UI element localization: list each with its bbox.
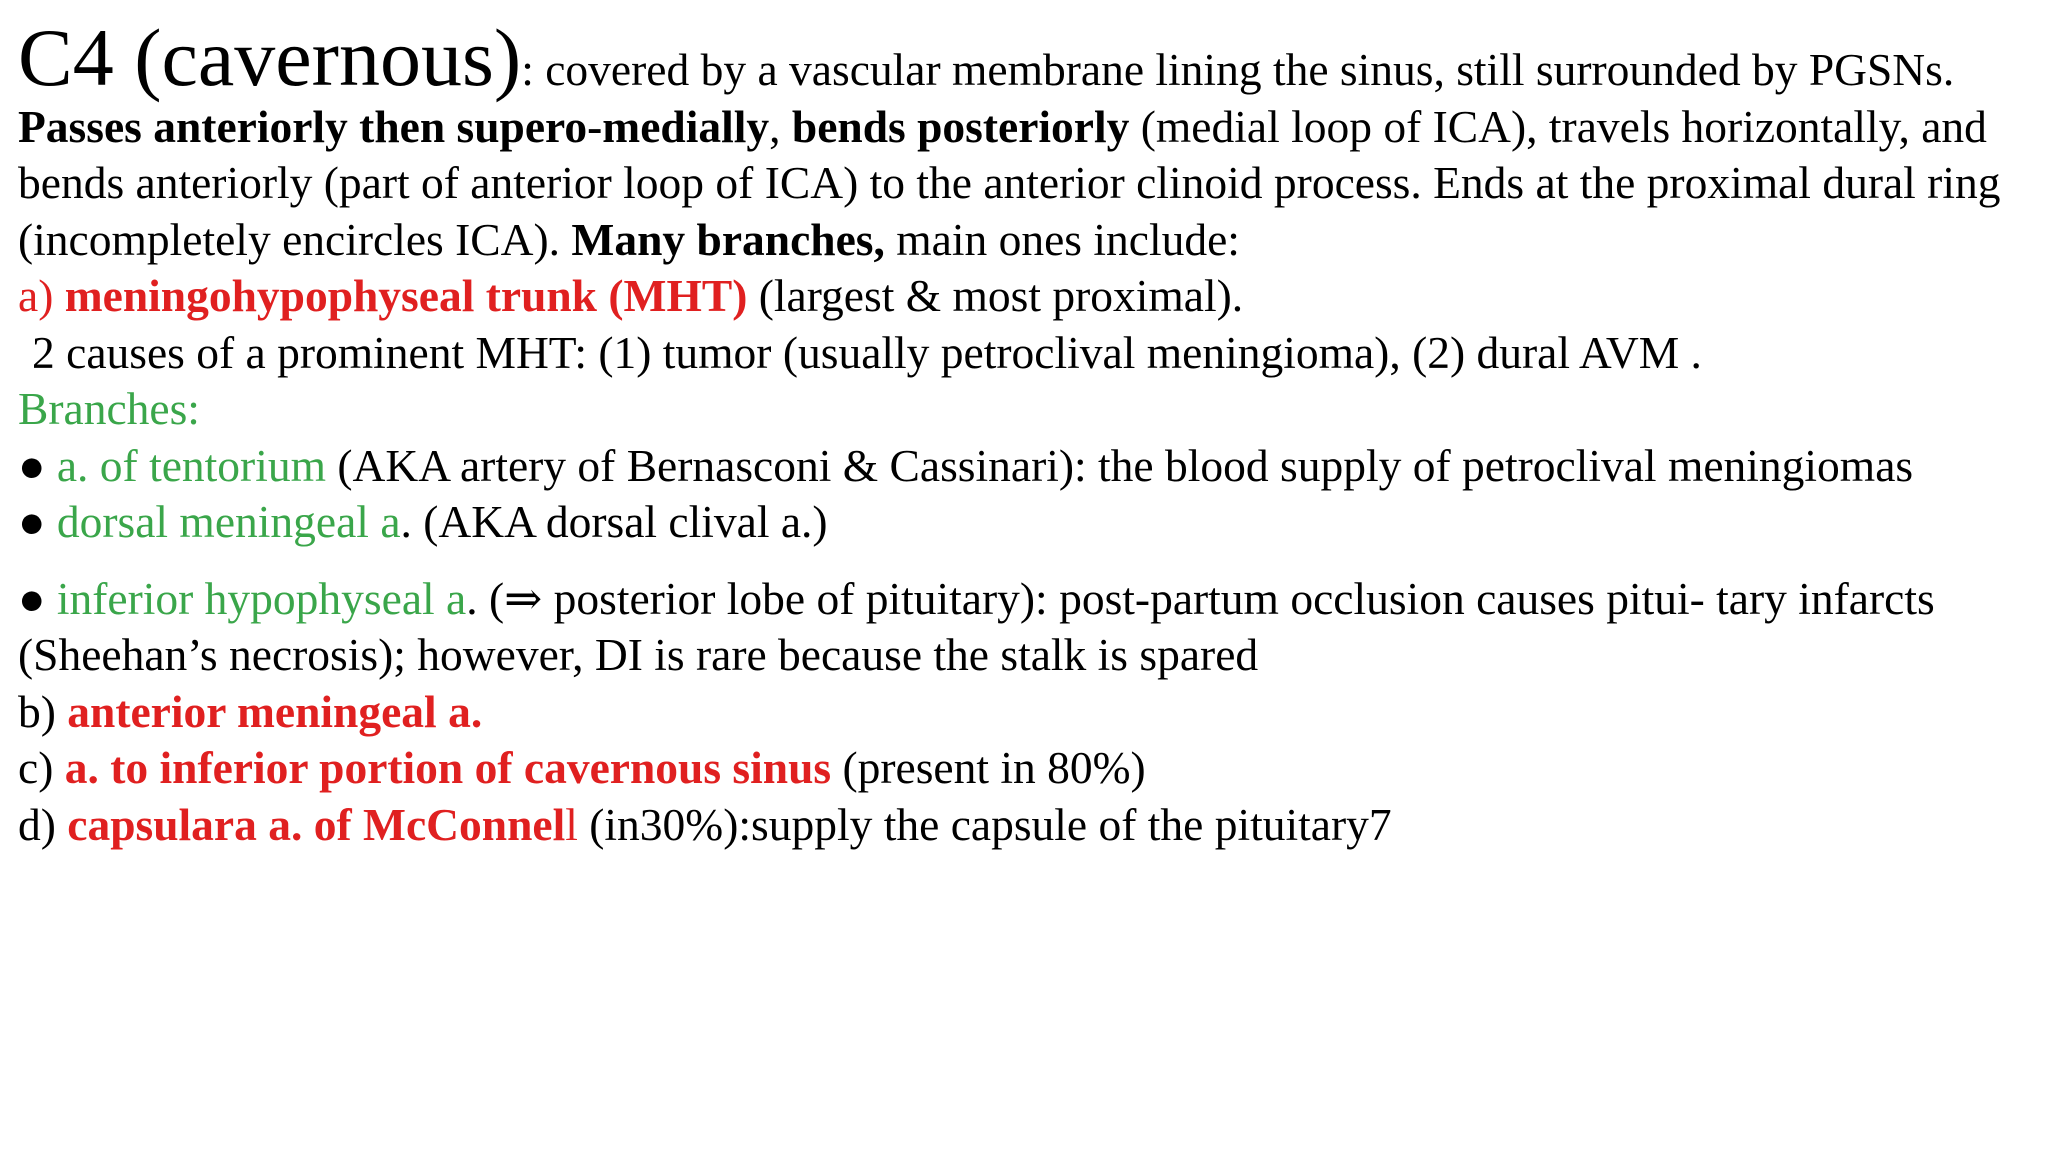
branches-heading: Branches:: [18, 383, 200, 434]
branch-1-name: a. of tentorium: [56, 439, 326, 491]
mht-causes-line: 2 causes of a prominent MHT: (1) tumor (usually petroclival meningioma), (2) dural AVM .: [32, 326, 1702, 378]
c4-text-1: : covered by a vascular membrane lining the sinus, still surrounded by PGSNs.: [521, 44, 1955, 95]
branch-2-desc: . (AKA dorsal clival a.): [400, 496, 828, 547]
bullet-icon: ●: [18, 572, 46, 624]
c4-text-4: main ones include:: [884, 213, 1240, 265]
branch-1-line: [18, 438, 2028, 495]
c4-bold-3: Many branches,: [571, 213, 885, 265]
c4-text-2: ,: [769, 100, 792, 152]
c4-bold-1: Passes anteriorly then supero-medially: [18, 100, 770, 152]
c4-text-3: (medial loop of ICA), travels horizontally, and bends anteriorly (part of anterior loop of ICA) to the anterior clinoid process. Ends at the proximal dural ring (incompletely encircles ICA).: [18, 100, 2001, 265]
item-d-note: (in30%):supply the capsule of the pituitary7: [577, 798, 1392, 850]
branch-3-desc: . (⇒ posterior lobe of pituitary): post-partum occlusion causes pitui- tary infarcts (Sheehan’s necrosis); however, DI is rare because the stalk is spared: [18, 572, 1935, 680]
slide-content: [18, 12, 2028, 853]
item-c-name: a. to inferior portion of cavernous sinus: [64, 742, 832, 793]
item-c-note: (present in 80%): [831, 742, 1146, 793]
item-a-name: meningohypophyseal trunk (MHT): [64, 270, 748, 321]
item-d-marker: d): [18, 798, 68, 850]
branch-1-desc: (AKA artery of Bernasconi & Cassinari): the blood supply of petroclival meningiomas: [326, 439, 1914, 491]
item-c-line: [18, 740, 2028, 797]
branch-3-name: inferior hypophyseal a: [56, 572, 467, 624]
item-a-note: (largest & most proximal).: [747, 270, 1244, 321]
branch-3-line: [18, 571, 2028, 684]
item-d-line: [18, 797, 2028, 854]
item-b-name: anterior meningeal a.: [67, 685, 483, 737]
item-c-marker: c): [18, 742, 65, 793]
item-b-marker: b): [18, 685, 68, 737]
item-d-name: capsulara a. of McConnel: [67, 798, 566, 850]
c4-paragraph: [18, 12, 2028, 268]
item-b-line: [18, 684, 2028, 741]
c4-bold-2: bends posteriorly: [791, 100, 1130, 152]
bullet-icon: ●: [18, 496, 46, 547]
item-d-name-tail: l: [565, 798, 578, 850]
c4-heading: C4 (cavernous): [18, 12, 522, 103]
item-a-line: [18, 268, 2028, 325]
branch-2-name: dorsal meningeal a: [56, 496, 401, 547]
item-a-marker: a): [18, 270, 65, 321]
branch-2-line: [18, 494, 2028, 551]
bullet-icon: ●: [18, 439, 46, 491]
